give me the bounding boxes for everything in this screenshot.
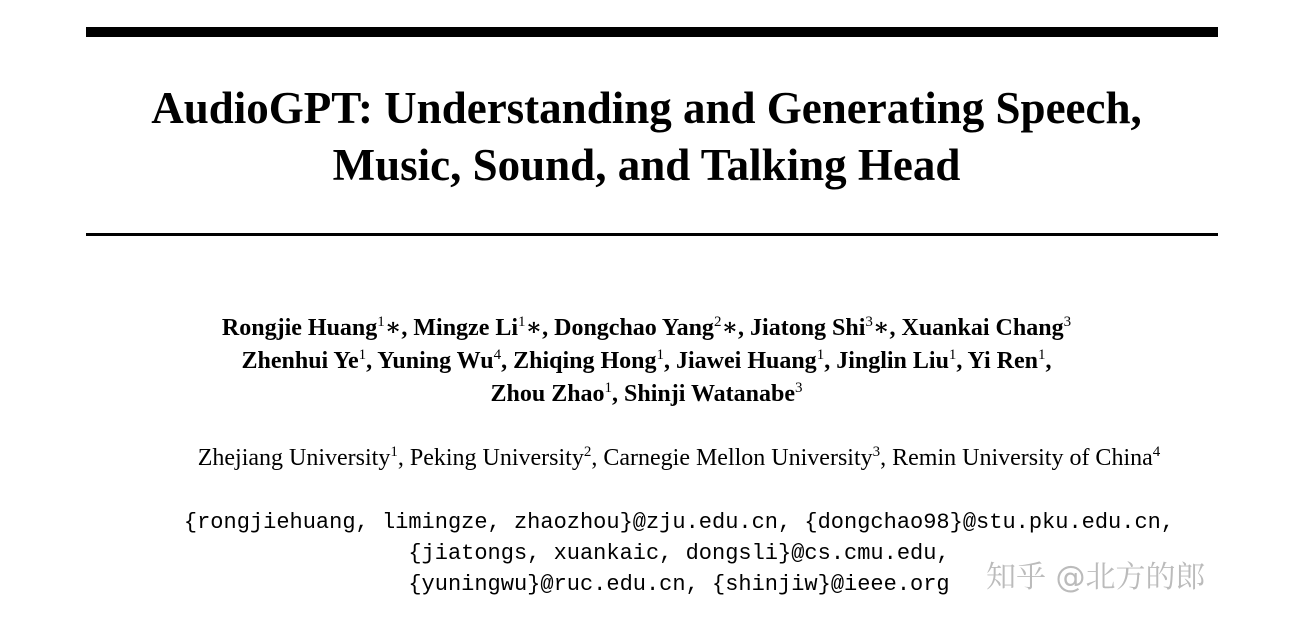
- affiliation-name: Carnegie Mellon University: [603, 445, 873, 471]
- author-separator: ,: [664, 348, 676, 374]
- author-separator: ,: [956, 348, 968, 374]
- author-affiliation-mark: 2: [713, 314, 722, 330]
- author-separator: ,: [501, 348, 514, 374]
- affiliation-mark: 1: [390, 444, 398, 460]
- author-separator: ,: [824, 348, 837, 374]
- affiliation-separator: ,: [880, 445, 893, 471]
- author-affiliation-mark: 3: [865, 314, 873, 330]
- affiliation-mark: 3: [872, 444, 881, 460]
- author-line-1: [0, 312, 1293, 345]
- author-affiliation-mark: 1: [358, 347, 367, 363]
- author-name: Shinji Watanabe: [624, 381, 795, 407]
- author-separator: ∗,: [525, 315, 555, 341]
- author-separator: ,: [612, 381, 625, 407]
- author-name: Zhenhui Ye: [241, 348, 359, 374]
- author-affiliation-mark: 1: [377, 314, 385, 330]
- paper-title: [0, 80, 1293, 194]
- zhihu-watermark: 知乎 @北方的郎: [986, 560, 1206, 595]
- author-name: Mingze Li: [413, 315, 519, 341]
- affiliation-mark: 4: [1152, 444, 1161, 460]
- author-separator: ∗,: [384, 315, 414, 341]
- author-name: Jiatong Shi: [750, 315, 866, 341]
- author-affiliation-mark: 1: [816, 347, 825, 363]
- affiliation-name: Remin University of China: [892, 445, 1153, 471]
- author-affiliation-mark: 4: [493, 347, 502, 363]
- affiliation-list: [0, 442, 1293, 475]
- author-name: Zhou Zhao: [490, 381, 605, 407]
- author-name: Jiawei Huang: [676, 348, 817, 374]
- title-line-2: Music, Sound, and Talking Head: [332, 140, 961, 190]
- author-name: Yuning Wu: [377, 348, 494, 374]
- author-affiliation-mark: 1: [656, 347, 664, 363]
- affiliation-mark: 2: [583, 444, 592, 460]
- author-separator: ,: [1045, 348, 1052, 374]
- author-name: Yi Ren: [967, 348, 1038, 374]
- affiliation-name: Peking University: [409, 445, 584, 471]
- author-name: Dongchao Yang: [554, 315, 714, 341]
- email-line-3: {yuningwu}@ruc.edu.cn, {shinjiw}@ieee.org: [408, 572, 950, 597]
- author-affiliation-mark: 3: [795, 380, 803, 396]
- author-list: [0, 312, 1293, 411]
- affiliation-name: Zhejiang University: [197, 445, 391, 471]
- top-rule: [86, 27, 1218, 37]
- author-separator: ∗,: [872, 315, 902, 341]
- author-separator: ∗,: [721, 315, 751, 341]
- affiliation-separator: ,: [397, 445, 410, 471]
- affiliation-separator: ,: [591, 445, 604, 471]
- email-line-1: {rongjiehuang, limingze, zhaozhou}@zju.edu.cn, {dongchao98}@stu.pku.edu.cn,: [183, 510, 1175, 535]
- title-line-1: AudioGPT: Understanding and Generating Speech,: [151, 83, 1142, 133]
- author-separator: ,: [366, 348, 378, 374]
- author-name: Rongjie Huang: [221, 315, 378, 341]
- author-name: Xuankai Chang: [901, 315, 1064, 341]
- author-name: Jinglin Liu: [836, 348, 949, 374]
- author-affiliation-mark: 1: [604, 380, 613, 396]
- author-affiliation-mark: 1: [948, 347, 957, 363]
- author-affiliation-mark: 1: [1037, 347, 1046, 363]
- email-line-2: {jiatongs, xuankaic, dongsli}@cs.cmu.edu,: [408, 541, 950, 566]
- bottom-rule: [86, 233, 1218, 236]
- author-line-3: [0, 378, 1293, 411]
- author-name: Zhiqing Hong: [513, 348, 657, 374]
- author-affiliation-mark: 1: [518, 314, 526, 330]
- author-line-2: [0, 345, 1293, 378]
- author-affiliation-mark: 3: [1063, 314, 1072, 330]
